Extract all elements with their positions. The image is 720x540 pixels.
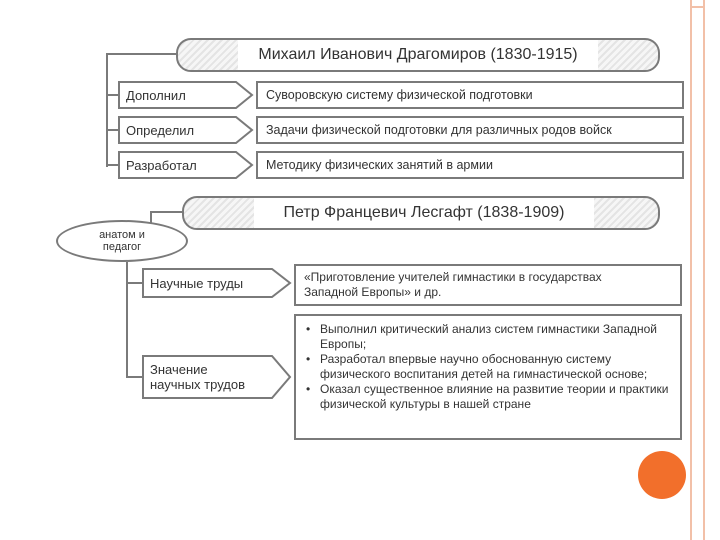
section1-row2-label: Определил bbox=[126, 122, 195, 138]
section1-row1-label: Дополнил bbox=[126, 87, 186, 103]
significance-label-line2: научных трудов bbox=[150, 377, 245, 392]
frame-line-right bbox=[703, 0, 705, 540]
significance-label-line1: Значение bbox=[150, 362, 208, 377]
section1-connector-top bbox=[106, 53, 176, 55]
section1-connector-row1 bbox=[106, 94, 118, 96]
works-label-box bbox=[142, 268, 292, 298]
significance-label-box bbox=[142, 355, 292, 399]
section1-title: Михаил Иванович Драгомиров (1830-1915) bbox=[238, 40, 598, 70]
role-line1: анатом и bbox=[99, 229, 145, 241]
section1-row3-value: Методику физических занятий в армии bbox=[256, 151, 684, 179]
significance-item: • Разработал впервые научно обоснованную систему физического воспитания детей на гимнастической основе; bbox=[304, 352, 672, 382]
works-value bbox=[294, 264, 682, 306]
accent-circle bbox=[638, 451, 686, 499]
section2-connector-works bbox=[126, 282, 142, 284]
significance-item: • Выполнил критический анализ систем гимнастики Западной Европы; bbox=[304, 322, 672, 352]
works-label: Научные труды bbox=[150, 275, 244, 291]
role-line2: педагог bbox=[102, 241, 142, 253]
section1-row2-value: Задачи физической подготовки для различных родов войск bbox=[256, 116, 684, 144]
works-value-line2: Западной Европы» и др. bbox=[304, 285, 442, 299]
works-value-line1: «Приготовление учителей гимнастики в государствах bbox=[304, 270, 602, 284]
significance-label bbox=[150, 355, 245, 399]
frame-line-top bbox=[690, 6, 705, 8]
section1-row3-label: Разработал bbox=[126, 157, 197, 173]
section2-connector-vertical bbox=[126, 262, 128, 378]
frame-line-left bbox=[690, 0, 692, 540]
section1-title-banner bbox=[176, 38, 660, 72]
significance-list bbox=[304, 322, 672, 412]
section2-title-banner bbox=[182, 196, 660, 230]
role-ellipse bbox=[56, 220, 188, 262]
section2-connector-significance bbox=[126, 376, 142, 378]
section1-connector-row3 bbox=[106, 164, 118, 166]
significance-value bbox=[294, 314, 682, 440]
section2-connector-top bbox=[150, 211, 182, 213]
section1-connector-row2 bbox=[106, 129, 118, 131]
section1-row3-label-box bbox=[118, 151, 254, 179]
section2-title: Петр Францевич Лесгафт (1838-1909) bbox=[254, 198, 594, 228]
section1-row1-value: Суворовскую систему физической подготовки bbox=[256, 81, 684, 109]
section1-row1-label-box bbox=[118, 81, 254, 109]
section1-connector-vertical bbox=[106, 53, 108, 167]
significance-item: • Оказал существенное влияние на развитие теории и практики физической культуры в нашей стране bbox=[304, 382, 672, 412]
section1-row2-label-box bbox=[118, 116, 254, 144]
